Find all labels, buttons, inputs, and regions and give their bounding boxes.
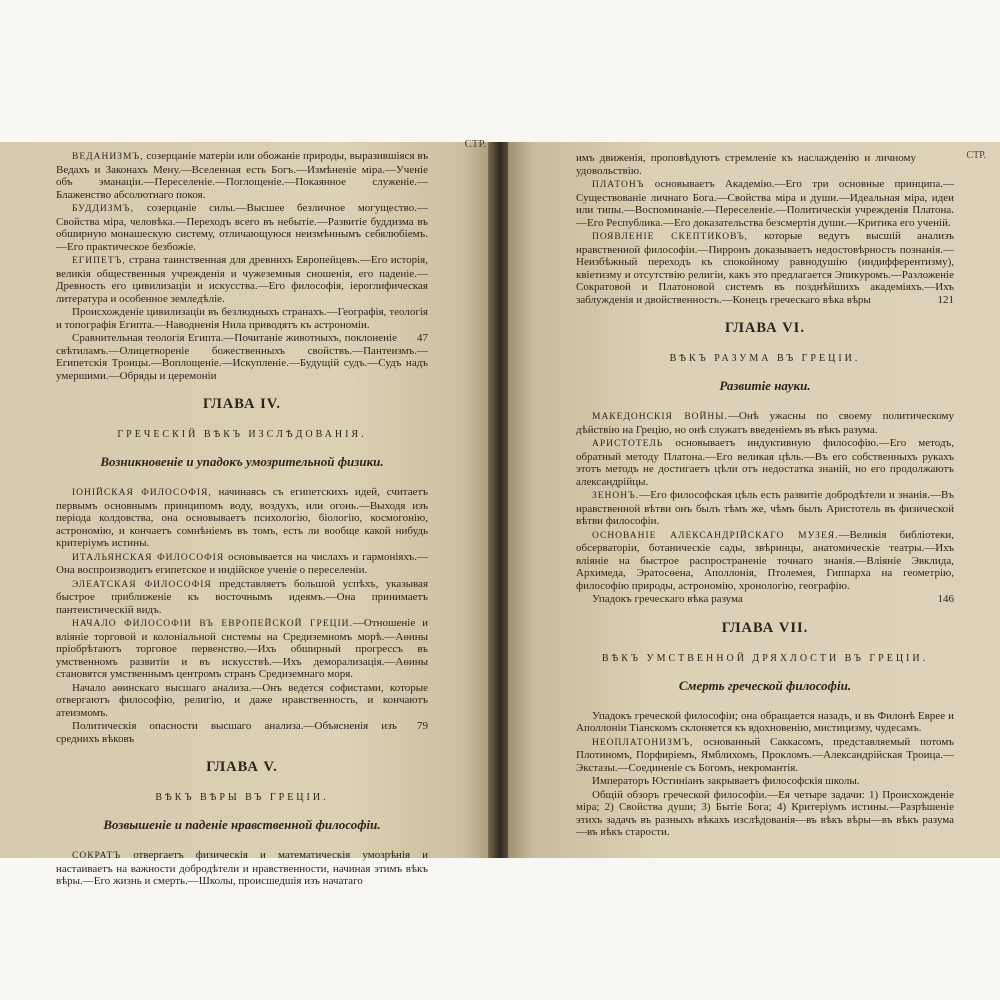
toc-entry: Императоръ Юстиніанъ закрываетъ философскія школы. <box>592 775 860 787</box>
chapter-topic: Возникновеніе и упадокъ умозрительной физики. <box>100 454 384 469</box>
entries-mid <box>56 486 428 745</box>
page-number: 47 <box>417 332 428 344</box>
toc-entry: Происхожденіе цивилизаціи въ безлюдныхъ странахъ.—Географія, теологія и топографія Египта.—Наводненія Нила приводятъ къ астрономіи. <box>56 306 428 331</box>
toc-entry: СОКРАТЪ отвергаетъ физическія и математическія умозрѣнія и настаиваетъ на важности добродѣтели и нравственности, начиная этимъ вѣкъ вѣры.—Его жизнь и смерть.—Школы, происшедшія изъ начатаго <box>56 849 429 887</box>
toc-entry: НЕОПЛАТОНИЗМЪ, основанный Саккасомъ, представляемый потомъ Плотиномъ, Порфиріемъ, Ямблихомъ, Прокломъ.—Александрійская Троица.—Экстазы.—Соединеніе съ Богомъ, некромантія. <box>576 735 954 774</box>
right-page <box>508 142 1000 858</box>
toc-entry: ЭЛЕАТСКАЯ ФИЛОСОФІЯ представляетъ большой успѣхъ, указывая быстрое приближеніе къ восточнымъ идеямъ.—Она принимаетъ пантеистическій видъ. <box>56 577 428 616</box>
toc-entry: 79 Политическія опасности высшаго анализа.—Объясненія изъ среднихъ вѣковъ <box>56 720 428 745</box>
page-corner-label: СТР. <box>464 138 486 150</box>
toc-entry: ВЕДАНИЗМЪ, созерцаніе матеріи или обожаніе природы, выразившіяся въ Ведахъ и Законахъ Мену.—Вселенная есть Богъ.—Измѣненіе міра.—Ученіе объ эманаціи.—Переселеніе.—Поглощеніе.—Покаянное служеніе.—Блаженство абсолютнаго покоя. <box>56 150 429 201</box>
toc-entry: имъ движенія, проповѣдуютъ стремленіе къ наслажденію и личному удовольствію. <box>576 152 916 177</box>
entries-bottom <box>576 710 954 839</box>
toc-entry: ЗЕНОНЪ.—Его философская цѣль есть развитіе добродѣтели и знанія.—Въ нравственной вѣтви онъ былъ тѣмъ же, чѣмъ былъ Аристотель въ физической вѣтви философіи. <box>576 489 954 527</box>
toc-entry: ЕГИПЕТЪ, страна таинственная для древнихъ Европейцевъ.—Его исторія, великія общественныя учрежденія и чужеземныя сношенія, его паденіе.—Древность его цивилизаціи и искусства.—Его философія, іероглифическая литература и особенное земледѣліе. <box>56 254 428 305</box>
chapter-subtitle: ВѢКЪ УМСТВЕННОЙ ДРЯХЛОСТИ ВЪ ГРЕЦІИ. <box>601 652 929 664</box>
toc-entry: АРИСТОТЕЛЬ основываетъ индуктивную философію.—Его методъ, обратный методу Платона.—Его великая цѣль.—Въ его собственныхъ рукахъ этотъ методъ не достигаетъ цѣли отъ недостатка знаній, но его продолжаютъ александрійцы. <box>576 437 954 488</box>
toc-entry: БУДДИЗМЪ, созерцаніе силы.—Высшее безличное могущество.—Свойства міра, человѣка.—Переходъ всего въ небытіе.—Развитіе буддизма въ обширную монашескую систему, отличающуюся неизмѣннымъ себялюбіемъ.—Его практическое безбожіе. <box>56 202 429 253</box>
chapter-subtitle: ВѢКЪ РАЗУМА ВЪ ГРЕЦІИ. <box>669 353 861 364</box>
left-page <box>0 138 492 887</box>
chapter-heading: ГЛАВА V. <box>206 759 278 775</box>
toc-entry: ІОНІЙСКАЯ ФИЛОСОФІЯ, начинаясь съ египетскихъ идей, считаетъ первымъ основнымъ принципомъ воду, воздухъ, или огонь.—Выходя изъ періода колдовства, она основываетъ психологію, біологію, космогонію, астрономію, и кончаетъ сомнѣніемъ въ томъ, есть ли вообще какой нибудь критеріумъ истины. <box>56 486 428 549</box>
chapter-topic: Развитіе науки. <box>719 378 811 393</box>
chapter-subtitle: ВѢКЪ ВѢРЫ ВЪ ГРЕЦІИ. <box>155 792 329 803</box>
chapter-heading: ГЛАВА IV. <box>202 396 282 412</box>
page-number: 121 <box>937 293 954 306</box>
right-column <box>576 152 954 840</box>
left-column <box>56 150 428 889</box>
toc-entry: ПЛАТОНЪ основываетъ Академію.—Его три основные принципа.—Существованіе личнаго Бога.—Свойства міра и души.—Идеальная міра, идеи или типы.—Воспоминаніе.—Переселеніе.—Политическія учрежденія Платона.—Его Республика.—Его доказательства безсмертія души.—Критика его ученій. <box>576 178 955 229</box>
toc-entry: Начало аѳинскаго высшаго анализа.—Онъ ведется софистами, которые отвергаютъ философію, религію, и даже нравственность, и кончаютъ атеизмомъ. <box>56 681 428 719</box>
toc-entry: ОСНОВАНІЕ АЛЕКСАНДРІЙСКАГО МУЗЕЯ.—Великія библіотеки, обсерваторіи, ботаническіе сады, звѣринцы, анатомическіе театры.—Ихъ вліяніе на быстрое распространеніе точнаго знанія.—Вліяніе Эвклида, Архимеда, Эратосѳена, Аполлонія, Птолемея, Гиппарха на геометрію, философію природы, астрономію, хронологію, географію. <box>576 528 954 592</box>
toc-entry: ИТАЛЬЯНСКАЯ ФИЛОСОФІЯ основывается на числахъ и гармоніяхъ.—Она воспроизводитъ египетское и индійское ученіе о переселеніи. <box>56 550 428 576</box>
entries-bottom <box>56 849 428 888</box>
entries-top <box>56 150 428 382</box>
chapter-subtitle: ГРЕЧЕСКІЙ ВѢКЪ ИЗСЛѢДОВАНІЯ. <box>117 429 367 440</box>
toc-entry: Упадокъ греческой философіи; она обращается назадъ, и въ Филонѣ Еврее и Аполлоніи Тіанскомъ склоняется къ вдохновенію, мистицизму, чудесамъ. <box>576 709 954 734</box>
toc-entry: 146 Упадокъ греческаго вѣка разума <box>592 593 954 605</box>
entries-top <box>576 152 954 306</box>
toc-entry: Общій обзоръ греческой философіи.—Ея четыре задачи: 1) Происхожденіе міра; 2) Свойства души; 3) Бытіе Бога; 4) Критеріумъ истины.—Разрѣшеніе этихъ задачъ въ разныхъ вѣкахъ изслѣдованія—въ вѣкъ вѣры—въ вѣкъ разума—въ вѣкъ старости. <box>576 788 954 838</box>
page-number: 79 <box>417 720 428 732</box>
page-number: 146 <box>937 593 954 605</box>
toc-entry: ПОЯВЛЕНІЕ СКЕПТИКОВЪ, которые ведутъ высшій анализъ нравственной философіи.—Пирронъ доказываетъ недостовѣрность познанія.—Неизбѣжный переходъ къ спокойному равнодушію (индифферентизму), квіетизму и отсутствію религіи, какъ это предлагается Эпикуромъ.—Разложеніе Сократовой и Платоновой системъ въ позднѣйшихъ академіяхъ.—Ихъ заблужденія и двойственность.—Конецъ греческаго вѣка вѣры 121 <box>576 230 954 306</box>
chapter-topic: Возвышеніе и паденіе нравственной философіи. <box>103 817 381 832</box>
chapter-heading: ГЛАВА VII. <box>721 619 809 636</box>
toc-entry: 47 Сравнительная теологія Египта.—Почитаніе животныхъ, поклоненіе свѣтиламъ.—Олицетвореніе божественныхъ свойствъ.—Пантеизмъ.—Египетскія Троицы.—Воплощеніе.—Искупленіе.—Будущій судъ.—Судъ надъ умершими.—Обряды и церемоніи <box>56 332 428 382</box>
toc-entry: НАЧАЛО ФИЛОСОФІИ ВЪ ЕВРОПЕЙСКОЙ ГРЕЦІИ.—Отношеніе и вліяніе торговой и колоніальной системы на Средиземномъ морѣ.—Аѳины пріобрѣтаютъ торговое первенство.—Ихъ обширный прогрессъ въ умственномъ развитіи и въ искусствѣ.—Ихъ деморализація.—Аѳины становятся умственнымъ центромъ странъ Средиземнаго моря. <box>56 617 429 680</box>
chapter-topic: Смерть греческой философіи. <box>678 677 852 693</box>
book-spread <box>0 138 1000 887</box>
entries-mid <box>576 410 954 606</box>
toc-entry: МАКЕДОНСКІЯ ВОЙНЫ.—Онѣ ужасны по своему политическому дѣйствію на Грецію, но онѣ служатъ введеніемъ въ вѣкъ разума. <box>576 410 954 436</box>
page-corner-label: СТР. <box>966 150 986 161</box>
chapter-heading: ГЛАВА VI. <box>725 320 805 336</box>
